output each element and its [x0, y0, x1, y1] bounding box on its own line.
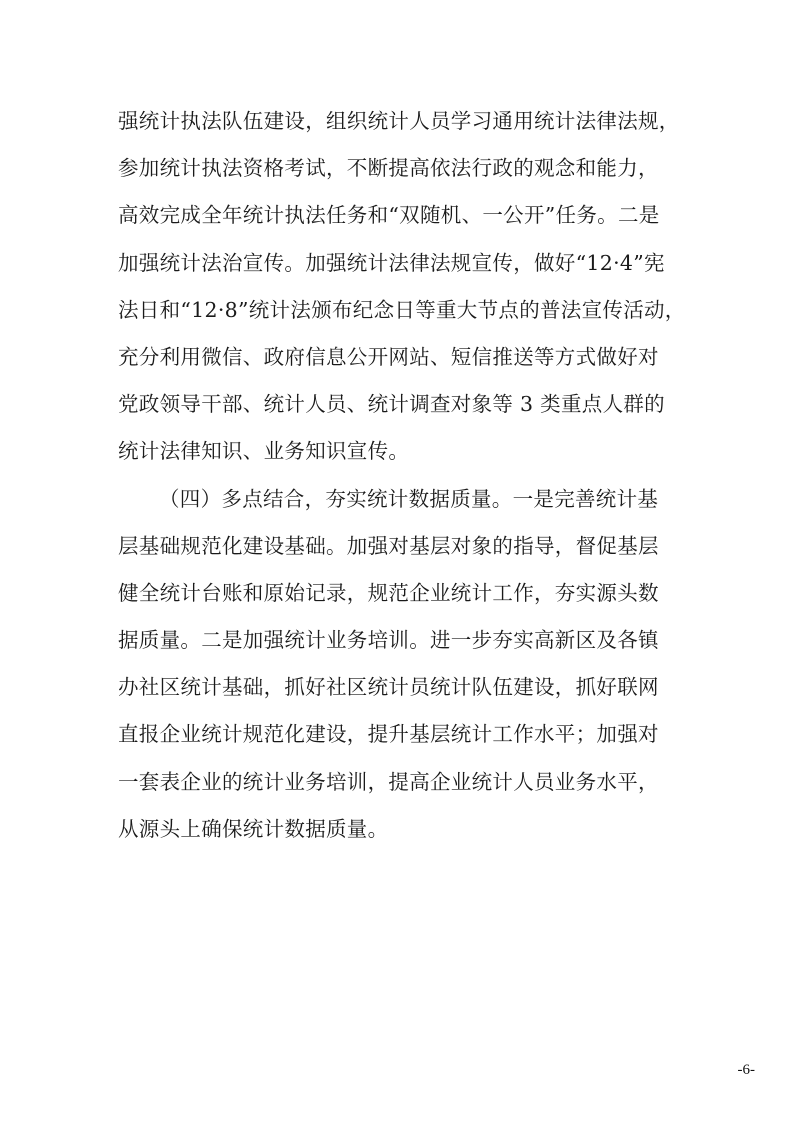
paragraph-line: 直报企业统计规范化建设，提升基层统计工作水平；加强对 — [118, 722, 659, 747]
paragraph-line: 办社区统计基础，抓好社区统计员统计队伍建设，抓好联网 — [118, 675, 659, 700]
paragraph-line: 层基础规范化建设基础。加强对基层对象的指导，督促基层 — [118, 533, 659, 558]
paragraph-line: 法日和“12·8”统计法颁布纪念日等重大节点的普法宣传活动， — [118, 297, 686, 322]
paragraph-line: 据质量。二是加强统计业务培训。进一步夯实高新区及各镇 — [118, 628, 659, 653]
section-heading-line: （四）多点结合，夯实统计数据质量。一是完善统计基 — [159, 486, 659, 511]
paragraph-line: 统计法律知识、业务知识宣传。 — [118, 439, 410, 464]
paragraph-line: 健全统计台账和原始记录，规范企业统计工作，夯实源头数 — [118, 580, 659, 605]
body-text — [118, 98, 688, 853]
page-number: -6- — [737, 1062, 755, 1078]
paragraph-line: 加强统计法治宣传。加强统计法律法规宣传，做好“12·4”宪 — [118, 250, 665, 275]
paragraph-line: 参加统计执法资格考试，不断提高依法行政的观念和能力， — [118, 156, 659, 181]
paragraph-line: 一套表企业的统计业务培训，提高企业统计人员业务水平， — [118, 769, 659, 794]
paragraph-line: 强统计执法队伍建设，组织统计人员学习通用统计法律法规， — [118, 109, 680, 133]
paragraph-line: 党政领导干部、统计人员、统计调查对象等 3 类重点人群的 — [118, 392, 665, 417]
paragraph-line: 高效完成全年统计执法任务和“双随机、一公开”任务。二是 — [118, 203, 660, 228]
paragraph-line: 从源头上确保统计数据质量。 — [118, 816, 389, 841]
paragraph-line: 充分利用微信、政府信息公开网站、短信推送等方式做好对 — [118, 344, 659, 369]
